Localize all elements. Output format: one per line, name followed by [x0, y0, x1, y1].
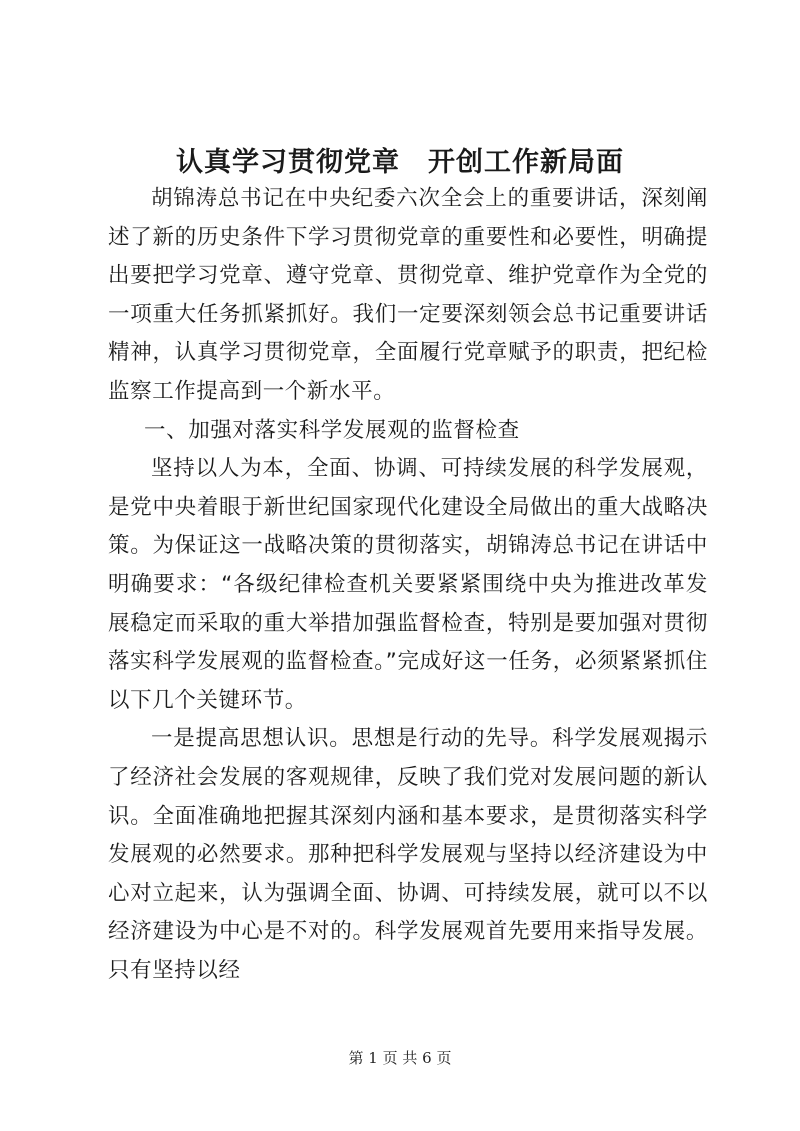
paragraph-intro: 胡锦涛总书记在中央纪委六次全会上的重要讲话，深刻阐述了新的历史条件下学习贯彻党章的重要性和必要性，明确提出要把学习党章、遵守党章、贯彻党章、维护党章作为全党的一项重大任务抓紧抓好。我们一定要深刻领会总书记重要讲话精神，认真学习贯彻党章，全面履行党章赋予的职责，把纪检监察工作提高到一个新水平。: [108, 186, 708, 404]
page-footer: 第 1 页 共 6 页: [348, 1049, 452, 1067]
document-title: 认真学习贯彻党章 开创工作新局面: [176, 147, 624, 178]
paragraph-section-one: 坚持以人为本，全面、协调、可持续发展的科学发展观，是党中央着眼于新世纪国家现代化建设全局做出的重大战略决策。为保证这一战略决策的贯彻落实，胡锦涛总书记在讲话中明确要求：“各级纪律检查机关要紧紧围绕中央为推进改革发展稳定而采取的重大举措加强监督检查，特别是要加强对贯彻落实科学发展观的监督检查。”完成好这一任务，必须紧紧抓住以下几个关键环节。: [108, 456, 708, 713]
paragraph-point-one: 一是提高思想认识。思想是行动的先导。科学发展观揭示了经济社会发展的客观规律，反映了我们党对发展问题的新认识。全面准确地把握其深刻内涵和基本要求，是贯彻落实科学发展观的必然要求。那种把科学发展观与坚持以经济建设为中心对立起来，认为强调全面、协调、可持续发展，就可以不以经济建设为中心是不对的。科学发展观首先要用来指导发展。只有坚持以经: [108, 726, 708, 983]
document-body: [108, 180, 708, 990]
section-heading: 一、加强对落实科学发展观的监督检查: [144, 417, 520, 443]
